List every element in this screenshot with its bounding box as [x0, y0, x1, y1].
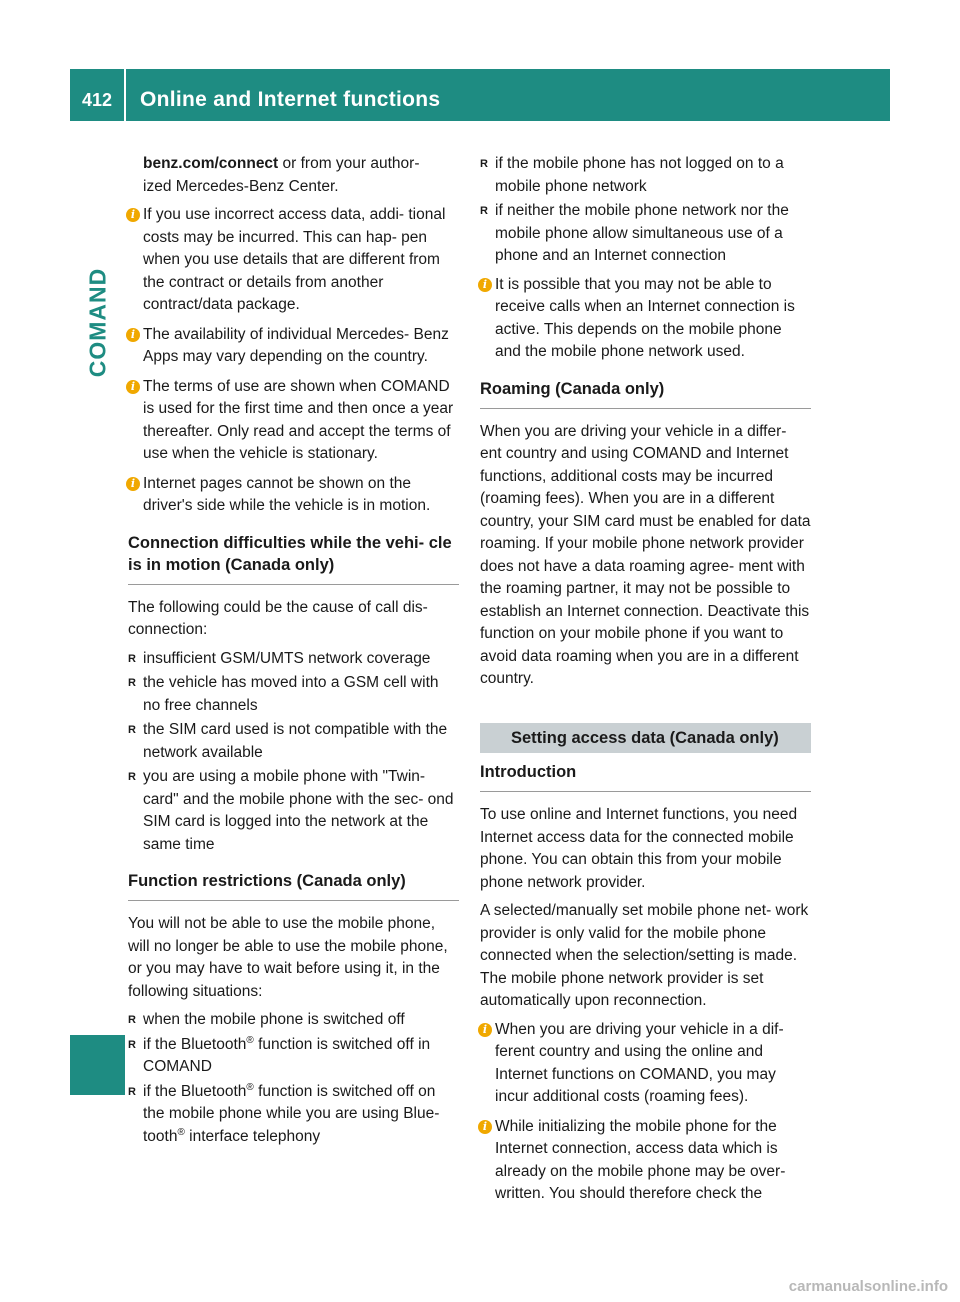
registered-mark: ® [177, 1126, 185, 1138]
list-item: R the vehicle has moved into a GSM cell with no free channels [128, 672, 459, 717]
note [128, 324, 459, 369]
intro-text-2: ized Mercedes-Benz Center. [143, 177, 339, 195]
list-item: R the SIM card used is not compatible with the network available [128, 719, 459, 764]
note-text: The availability of individual Mercedes- Benz Apps may vary depending on the country. [143, 325, 449, 365]
bullet-text: if the Bluetooth [143, 1035, 247, 1053]
intro-paragraph [128, 153, 459, 198]
page-number: 412 [82, 90, 113, 110]
info-icon: i [478, 1023, 492, 1037]
note-text: If you use incorrect access data, addi- tional costs may be incurred. This can hap- pen when you use details that are different from the contract or details from another contract/data package. [143, 206, 446, 313]
connect-url: benz.com/connect [143, 155, 279, 172]
note [480, 274, 811, 364]
registered-mark: ® [246, 1081, 254, 1093]
heading-introduction: Introduction [480, 761, 811, 792]
info-icon: i [126, 477, 140, 491]
heading-connection-difficulties: Connection difficulties while the vehi- cle is in motion (Canada only) [128, 532, 459, 585]
banner-setting-access-data: Setting access data (Canada only) [480, 723, 811, 754]
intro-paragraph-1: To use online and Internet functions, you need Internet access data for the connected mobile phone. You can obtain this from your mobile phone network provider. [480, 806, 798, 891]
header-divider [124, 69, 126, 121]
info-icon: i [126, 328, 140, 342]
note-text: It is possible that you may not be able to receive calls when an Internet connection is active. This depends on the mobile phone and the mobile phone network used. [495, 275, 795, 360]
note [128, 204, 459, 317]
side-tab-block [70, 1035, 125, 1095]
watermark: carmanualsonline.info [788, 1278, 948, 1295]
bullet-text: function is switched off on the mobile phone while you are using Blue- tooth [143, 1082, 440, 1145]
right-column [480, 153, 811, 1213]
note-text: The terms of use are shown when COMAND is used for the first time and then once a year thereafter. Only read and accept the terms of use when the vehicle is stationary. [143, 377, 454, 462]
bullet-text: if the Bluetooth [143, 1082, 247, 1100]
note-text: Internet pages cannot be shown on the driver's side while the vehicle is in motion. [143, 474, 431, 514]
roaming-paragraph: When you are driving your vehicle in a differ- ent country and using COMAND and Internet functions, additional costs may be incurred (roaming fees). When you are in a different country, your SIM card must be enabled for data roaming. If your mobile phone network provider does not have a data roaming agree- ment with the roaming partner, it may not be possible to establish an Internet connection. Deactivate this function on your mobile phone if you want to avoid data roaming when you are in a different country. [480, 422, 811, 687]
bullet-text: interface telephony [184, 1127, 321, 1145]
intro-text-1: or from your author- [278, 155, 420, 172]
list-item [128, 1034, 459, 1079]
bullet-text: function is switched off in COMAND [143, 1035, 431, 1075]
note-text: While initializing the mobile phone for the Internet connection, access data which is already on the mobile phone may be over- written. You should therefore check the [495, 1117, 786, 1202]
heading-function-restrictions: Function restrictions (Canada only) [128, 870, 459, 901]
info-icon: i [126, 208, 140, 222]
registered-mark: ® [246, 1034, 254, 1046]
connection-intro: The following could be the cause of call dis- connection: [128, 598, 428, 638]
side-tab-label: COMAND [84, 267, 111, 377]
list-item: R insufficient GSM/UMTS network coverage [128, 648, 459, 671]
info-icon: i [478, 1120, 492, 1134]
restrictions-intro: You will not be able to use the mobile phone, will no longer be able to use the mobile phone, or you may have to wait before using it, in the following situations: [128, 915, 448, 1000]
list-item: R if neither the mobile phone network nor the mobile phone allow simultaneous use of a phone and an Internet connection [480, 200, 811, 268]
info-icon: i [126, 380, 140, 394]
left-column [128, 153, 459, 1150]
list-item: R when the mobile phone is switched off [128, 1009, 459, 1032]
list-item [128, 1081, 459, 1149]
section-title: Online and Internet functions [140, 88, 441, 111]
note [128, 376, 459, 466]
list-item: R if the mobile phone has not logged on to a mobile phone network [480, 153, 811, 198]
note [480, 1116, 811, 1206]
note [128, 473, 459, 518]
list-item: R you are using a mobile phone with "Twin- card" and the mobile phone with the sec- ond SIM card is logged into the network at the same time [128, 766, 459, 856]
note-text: When you are driving your vehicle in a dif- ferent country and using the online and Internet functions on COMAND, you may incur additional costs (roaming fees). [495, 1020, 784, 1105]
intro-paragraph-2: A selected/manually set mobile phone net- work provider is only valid for the mobile phone connected when the selection/setting is made. The mobile phone network provider is set automatically upon reconnection. [480, 902, 809, 1009]
side-tab [78, 267, 118, 377]
info-icon: i [478, 278, 492, 292]
note [480, 1019, 811, 1109]
heading-roaming: Roaming (Canada only) [480, 378, 811, 409]
